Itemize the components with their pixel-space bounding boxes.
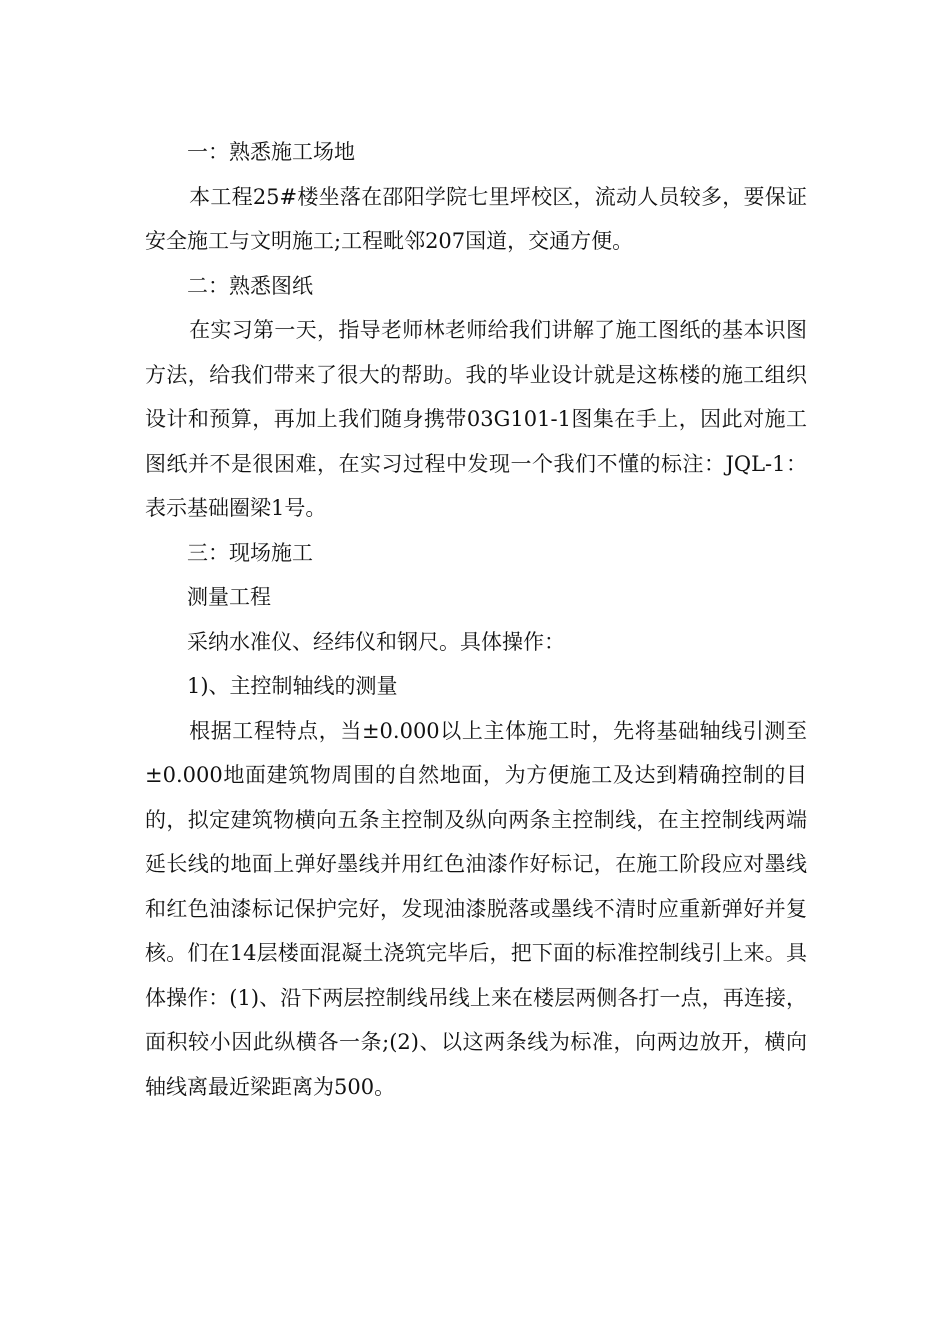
paragraph-site-description: 本工程25#楼坐落在邵阳学院七里坪校区，流动人员较多，要保证安全施工与文明施工;工程毗邻207国道，交通方便。 — [145, 184, 807, 253]
paragraph-drawings: 在实习第一天，指导老师林老师给我们讲解了施工图纸的基本识图方法，给我们带来了很大的帮助。我的毕业设计就是这栋楼的施工组织设计和预算，再加上我们随身携带03G101-1图集在手上，因此对施工图纸并不是很困难，在实习过程中发现一个我们不懂的标注：JQL-1：表示基础圈梁1号。 — [145, 318, 807, 520]
subheading-main-axis: 1)、主控制轴线的测量 — [187, 674, 398, 698]
paragraph-survey-tools: 采纳水准仪、经纬仪和钢尺。具体操作： — [187, 629, 565, 654]
section-heading-site: 一：熟悉施工场地 — [187, 140, 355, 164]
section-heading-drawings: 二：熟悉图纸 — [187, 273, 313, 298]
paragraph-main-axis: 根据工程特点，当±0.000以上主体施工时，先将基础轴线引测至±0.000地面建筑物周围的自然地面，为方便施工及达到精确控制的目的，拟定建筑物横向五条主控制及纵向两条主控制线，在主控制线两端延长线的地面上弹好墨线并用红色油漆作好标记，在施工阶段应对墨线和红色油漆标记保护完好，发现油漆脱落或墨线不清时应重新弹好并复核。们在14层楼面混凝土浇筑完毕后，把下面的标准控制线引上来。具体操作：(1)、沿下两层控制线吊线上来在楼层两侧各打一点，再连接，面积较小因此纵横各一条;(2)、以这两条线为标准，向两边放开，横向轴线离最近梁距离为500。 — [145, 718, 807, 1099]
document-body — [145, 130, 807, 1109]
section-heading-construction: 三：现场施工 — [187, 540, 313, 565]
subheading-survey: 测量工程 — [187, 585, 271, 609]
